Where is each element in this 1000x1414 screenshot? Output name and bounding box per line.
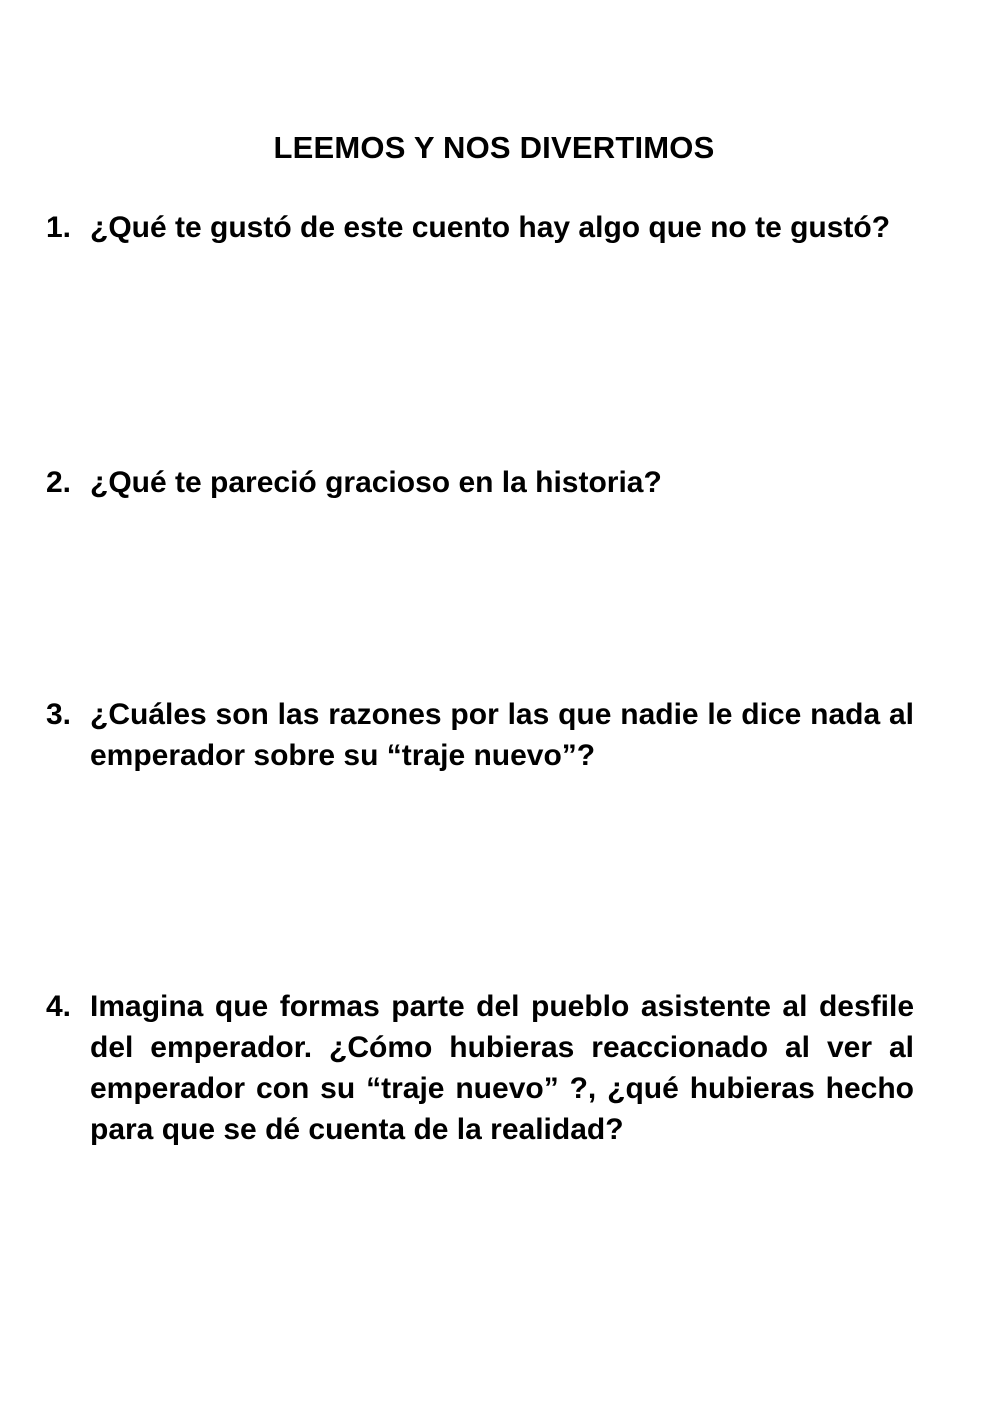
question-number: 3. bbox=[46, 698, 72, 731]
question-text: Imagina que formas parte del pueblo asistente al desfile del emperador. ¿Cómo hubieras reaccionado al ver al emperador con su “traje nuevo” ?, ¿qué hubieras hecho para que se dé cuenta de la realidad? bbox=[90, 990, 914, 1146]
question-number: 1. bbox=[46, 211, 72, 244]
question-1 bbox=[46, 207, 914, 248]
question-text: ¿Qué te pareció gracioso en la historia? bbox=[90, 466, 662, 499]
question-2 bbox=[46, 462, 914, 503]
question-text: ¿Qué te gustó de este cuento hay algo que no te gustó? bbox=[90, 211, 891, 244]
question-text: ¿Cuáles son las razones por las que nadie le dice nada al emperador sobre su “traje nuevo”? bbox=[90, 698, 914, 772]
question-number: 2. bbox=[46, 466, 72, 499]
question-4 bbox=[46, 986, 914, 1150]
worksheet-title: LEEMOS Y NOS DIVERTIMOS bbox=[273, 130, 715, 165]
question-3 bbox=[46, 694, 914, 776]
question-number: 4. bbox=[46, 990, 72, 1023]
